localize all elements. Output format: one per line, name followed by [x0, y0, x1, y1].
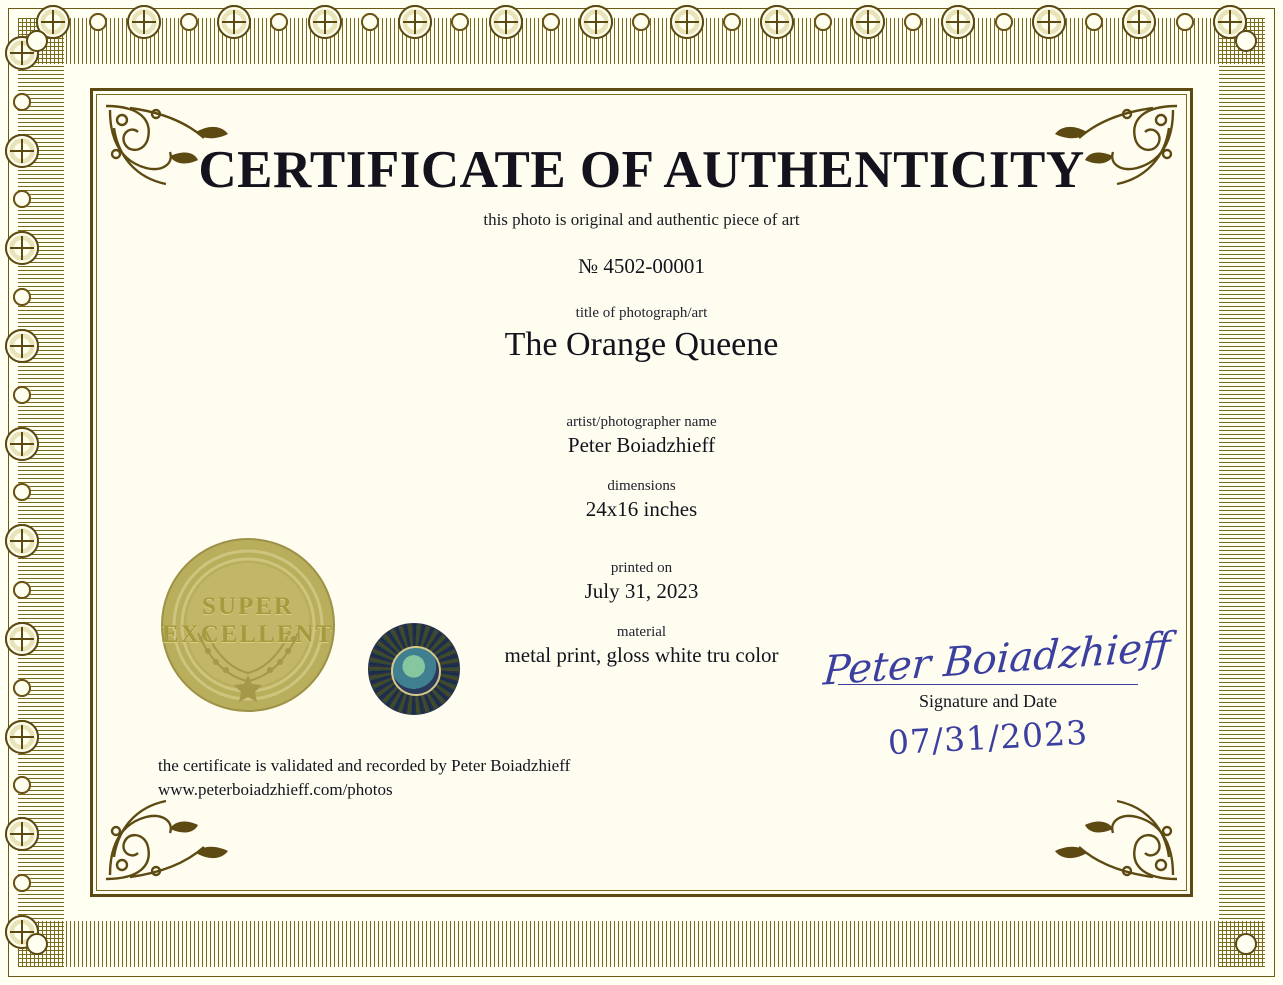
- material-value: metal print, gloss white tru color: [504, 643, 779, 667]
- artwork-title-value: The Orange Queene: [504, 326, 779, 363]
- artwork-title-label: title of photograph/art: [575, 305, 708, 321]
- footer-text: [158, 754, 570, 803]
- gold-seal: [158, 535, 338, 715]
- handwritten-signature: Peter Boiadzhieff: [821, 624, 1172, 695]
- signature-caption: Signature and Date: [919, 691, 1057, 711]
- handwritten-date: 07/31/2023: [887, 712, 1089, 763]
- serial-number: № 4502-00001: [578, 254, 705, 278]
- dimensions-value: 24x16 inches: [585, 497, 698, 521]
- signature-block: [821, 624, 1172, 763]
- material-label: material: [616, 624, 667, 640]
- certificate-title: CERTIFICATE OF AUTHENTICITY: [198, 141, 1085, 199]
- field-dimensions: [110, 478, 1173, 522]
- printed-on-value: July 31, 2023: [584, 579, 699, 603]
- corner-ring-icon: [1235, 30, 1257, 52]
- hologram-seal-icon: [368, 623, 460, 715]
- footer-line-2: www.peterboiadzhieff.com/photos: [158, 780, 393, 800]
- corner-ring-icon: [26, 933, 48, 955]
- field-artwork-title: [110, 305, 1173, 364]
- border-medallion-chain-right: [0, 36, 44, 949]
- certificate-subtitle: this photo is original and authentic piece of art: [483, 210, 800, 229]
- seal-line1: SUPER: [202, 593, 294, 620]
- artist-label: artist/photographer name: [566, 414, 717, 430]
- corner-ring-icon: [26, 30, 48, 52]
- seal-line2: EXCELLENT: [161, 621, 335, 648]
- dimensions-label: dimensions: [607, 478, 676, 494]
- printed-on-label: printed on: [610, 560, 673, 576]
- artist-value: Peter Boiadzhieff: [567, 433, 716, 457]
- certificate-content: [110, 110, 1173, 875]
- field-artist: [110, 414, 1173, 458]
- footer-line-1: the certificate is validated and recorded by Peter Boiadzhieff: [158, 755, 571, 775]
- corner-ring-icon: [1235, 933, 1257, 955]
- border-medallion-chain-bottom: [36, 0, 1247, 44]
